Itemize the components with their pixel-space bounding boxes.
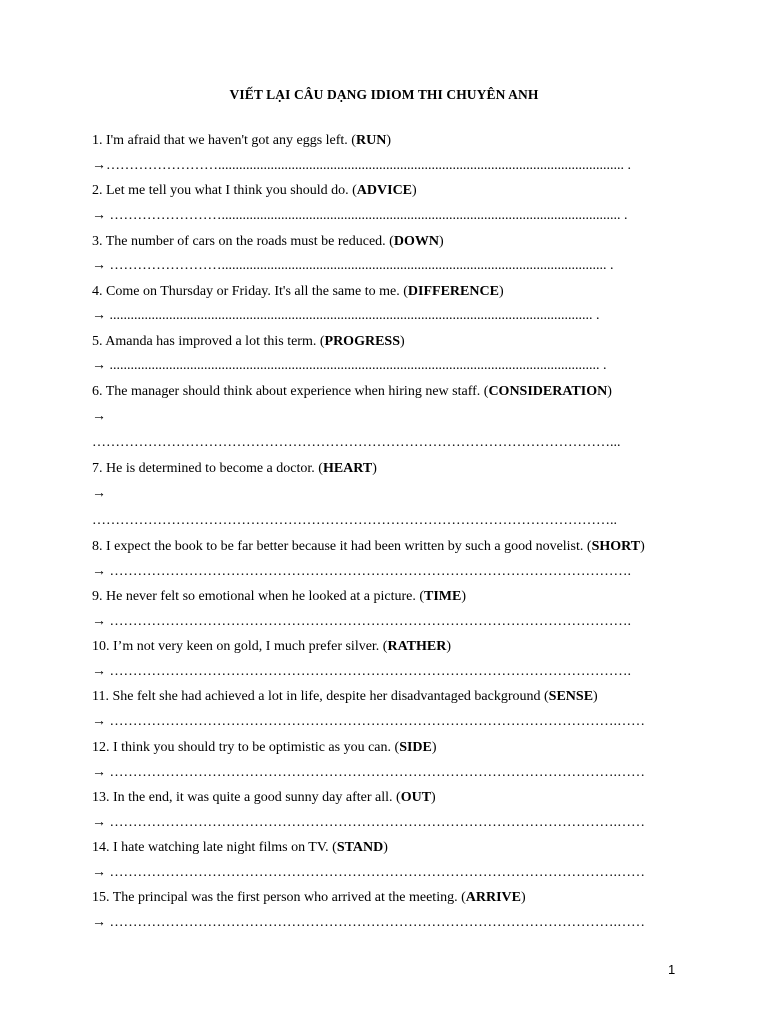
keyword: HEART [322, 461, 373, 476]
question-3: 3. The number of cars on the roads must be reduced. (DOWN) [92, 234, 444, 249]
answer-line-11[interactable]: → ……………………………………………………………………………………………….…… [92, 714, 645, 729]
question-text: 7. He is determined to become a doctor. ( [92, 461, 323, 476]
answer-line-9[interactable]: → …………………………………………………………………………………………………. [92, 614, 631, 629]
keyword: PROGRESS [324, 334, 400, 349]
page-title: VIẾT LẠI CÂU DẠNG IDIOM THI CHUYÊN ANH [229, 87, 539, 102]
question-text: 2. Let me tell you what I think you should do. ( [92, 183, 357, 198]
keyword: DOWN [393, 234, 439, 249]
keyword: SENSE [548, 689, 594, 704]
question-9: 9. He never felt so emotional when he looked at a picture. (TIME) [92, 589, 467, 604]
question-14: 14. I hate watching late night films on TV. (STAND) [92, 840, 388, 855]
question-13: 13. In the end, it was quite a good sunny day after all. (OUT) [92, 790, 436, 805]
answer-line-6[interactable]: …………………………………………………………………………………………………... [92, 435, 621, 450]
question-text: 6. The manager should think about experience when hiring new staff. ( [92, 384, 489, 399]
answer-line-1[interactable]: →…………………….................................................................................................................... . [92, 158, 631, 173]
answer-line-2[interactable]: → …………………….................................................................................................................. . [92, 208, 628, 223]
answer-line-12[interactable]: → ……………………………………………………………………………………………….…… [92, 765, 645, 780]
answer-line-10[interactable]: → …………………………………………………………………………………………………. [92, 664, 631, 679]
question-11: 11. She felt she had achieved a lot in life, despite her disadvantaged background (SENSE) [92, 689, 598, 704]
answer-arrow-7: → [92, 486, 106, 501]
question-text: 11. She felt she had achieved a lot in life, despite her disadvantaged background ( [92, 689, 549, 704]
answer-line-14[interactable]: → ……………………………………………………………………………………………….…… [92, 865, 645, 880]
question-10: 10. I’m not very keen on gold, I much prefer silver. (RATHER) [92, 639, 452, 654]
question-text: 3. The number of cars on the roads must be reduced. ( [92, 234, 394, 249]
keyword: ADVICE [356, 183, 413, 198]
question-text: 14. I hate watching late night films on TV. ( [92, 840, 337, 855]
keyword: TIME [424, 589, 462, 604]
keyword: SHORT [591, 539, 641, 554]
question-text: 4. Come on Thursday or Friday. It's all the same to me. ( [92, 284, 408, 299]
answer-line-7[interactable]: ………………………………………………………………………………………………….. [92, 513, 617, 528]
question-text: 10. I’m not very keen on gold, I much prefer silver. ( [92, 639, 388, 654]
keyword: STAND [336, 840, 384, 855]
answer-line-5[interactable]: → ............................................................................................................................................ . [92, 358, 607, 373]
question-2: 2. Let me tell you what I think you should do. (ADVICE) [92, 183, 417, 198]
keyword: SIDE [399, 740, 432, 755]
question-1: 1. I'm afraid that we haven't got any eggs left. (RUN) [92, 133, 391, 148]
question-text: 9. He never felt so emotional when he looked at a picture. ( [92, 589, 424, 604]
keyword: DIFFERENCE [407, 284, 499, 299]
question-5: 5. Amanda has improved a lot this term. (PROGRESS) [92, 334, 405, 349]
page-number: 1 [668, 962, 676, 977]
answer-line-8[interactable]: → …………………………………………………………………………………………………. [92, 564, 631, 579]
answer-line-3[interactable]: → …………………….............................................................................................................. . [92, 258, 614, 273]
question-text: 8. I expect the book to be far better because it had been written by such a good novelist. ( [92, 539, 592, 554]
keyword: ARRIVE [465, 890, 521, 905]
question-12: 12. I think you should try to be optimistic as you can. (SIDE) [92, 740, 437, 755]
question-text: 13. In the end, it was quite a good sunny day after all. ( [92, 790, 401, 805]
question-6: 6. The manager should think about experience when hiring new staff. (CONSIDERATION) [92, 384, 612, 399]
question-15: 15. The principal was the first person who arrived at the meeting. (ARRIVE) [92, 890, 526, 905]
answer-line-13[interactable]: → ……………………………………………………………………………………………….…… [92, 815, 645, 830]
question-text: 1. I'm afraid that we haven't got any eggs left. ( [92, 133, 356, 148]
question-7: 7. He is determined to become a doctor. (HEART) [92, 461, 377, 476]
answer-arrow-6: → [92, 409, 106, 424]
keyword: RATHER [387, 639, 447, 654]
question-text: 15. The principal was the first person who arrived at the meeting. ( [92, 890, 466, 905]
question-text: 12. I think you should try to be optimistic as you can. ( [92, 740, 400, 755]
keyword: RUN [355, 133, 387, 148]
question-text: 5. Amanda has improved a lot this term. ( [92, 334, 325, 349]
answer-line-15[interactable]: → ……………………………………………………………………………………………….…… [92, 915, 645, 930]
keyword: OUT [400, 790, 432, 805]
keyword: CONSIDERATION [488, 384, 608, 399]
answer-line-4[interactable]: → .......................................................................................................................................... . [92, 308, 600, 323]
question-8: 8. I expect the book to be far better because it had been written by such a good novelist. (SHORT) [92, 539, 645, 554]
question-4: 4. Come on Thursday or Friday. It's all the same to me. (DIFFERENCE) [92, 284, 504, 299]
